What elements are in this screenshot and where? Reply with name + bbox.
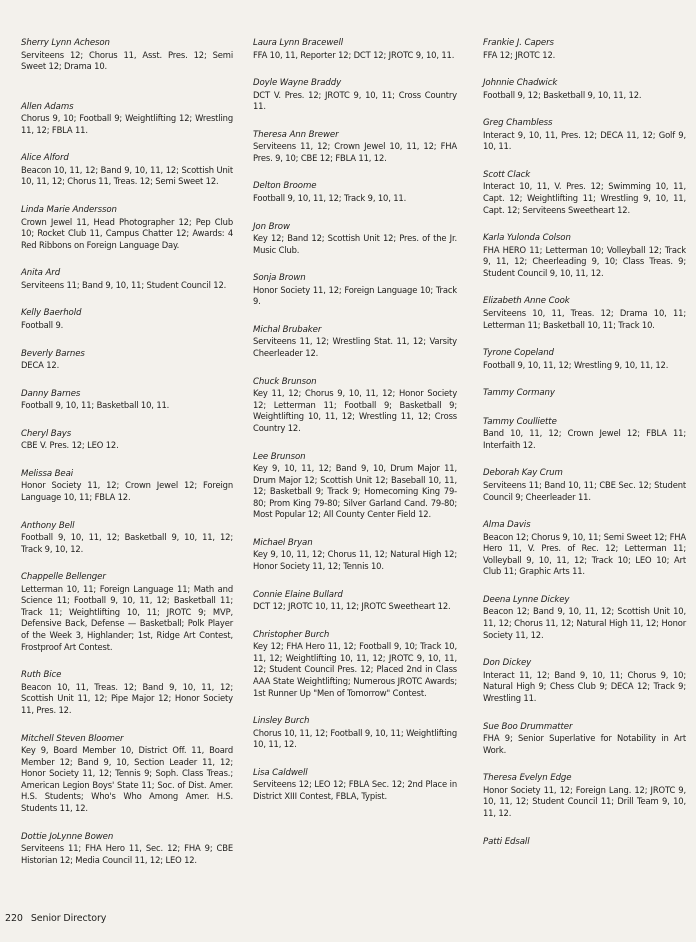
student-name: Cheryl Bays xyxy=(21,428,72,439)
student-activities: Honor Society 11, 12; Foreign Lang. 12; JROTC 9, 10, 11, 12; Student Council 11; Drill Team 9, 10, 11, 12. xyxy=(483,784,686,818)
student-activities: Chorus 9, 10; Football 9; Weightlifting 12; Wrestling 11, 12; FBLA 11. xyxy=(21,113,233,135)
page-number: 220 xyxy=(5,913,23,924)
directory-entry xyxy=(21,153,233,188)
directory-column-2 xyxy=(253,38,457,803)
directory-entry xyxy=(253,130,457,165)
page-footer xyxy=(5,913,114,924)
directory-entry xyxy=(21,469,233,504)
student-activities: Football 9, 10, 11, 12; Wrestling 9, 10, 11, 12. xyxy=(483,359,669,370)
student-name: Lee Brunson xyxy=(253,451,306,462)
directory-entry xyxy=(21,349,233,372)
student-activities: Beacon 12; Band 9, 10, 11, 12; Scottish Unit 10, 11, 12; Chorus 11, 12; Natural High 11, 12; Honor Society 11, 12. xyxy=(483,606,686,640)
directory-entry xyxy=(253,325,457,360)
student-activities: DCT 12; JROTC 10, 11, 12; JROTC Sweetheart 12. xyxy=(253,601,451,612)
directory-entry xyxy=(483,520,686,578)
directory-entry xyxy=(253,630,457,699)
student-activities: Band 10, 11, 12; Crown Jewel 12; FBLA 11; Interfaith 12. xyxy=(483,428,686,450)
student-name: Deena Lynne Dickey xyxy=(483,594,570,605)
student-activities: Honor Society 11, 12; Crown Jewel 12; Foreign Language 10, 11; FBLA 12. xyxy=(21,480,233,502)
student-name: Tammy Cormany xyxy=(483,388,555,399)
student-name: Elizabeth Anne Cook xyxy=(483,296,570,307)
student-name: Michal Brubaker xyxy=(253,324,322,335)
student-name: Michael Bryan xyxy=(253,537,313,548)
student-name: Danny Barnes xyxy=(21,388,81,399)
student-activities: Key 11, 12; Chorus 9, 10, 11, 12; Honor Society 12; Letterman 11; Football 9; Basketball 9; Weightlifting 10, 11, 12; Wrestling 11, 12; Cross Country 12. xyxy=(253,388,457,433)
student-activities: Letterman 10, 11; Foreign Language 11; Math and Science 11; Football 9, 10, 11, 12; Basketball 11; Track 11; Weightlifting 10, 11; JROTC 9; MVP, Defensive Back, Defense — Basketball; Polk Player of the Week 3, Highlander; 1st, Ridge Art Contest, Frostproof Art Contest. xyxy=(21,583,233,652)
student-name: Anthony Bell xyxy=(21,520,75,531)
directory-entry xyxy=(483,296,686,331)
student-name: Chappelle Bellenger xyxy=(21,572,106,583)
directory-entry xyxy=(21,102,233,137)
student-activities: Key 9, Board Member 10, District Off. 11, Board Member 12; Band 9, 10, Section Leader 11, 12; Honor Society 11, 12; Tennis 9; Soph. Class Treas.; American Legion Boys' State 11; Soc. of Dist. Amer. H.S. Students; Who's Who Among Amer. H.S. Students 11, 12. xyxy=(21,745,233,813)
student-activities: Serviteens 11; Band 10, 11; CBE Sec. 12; Student Council 9; Cheerleader 11. xyxy=(483,479,686,502)
directory-entry xyxy=(483,658,686,704)
student-activities: Serviteens 12; LEO 12; FBLA Sec. 12; 2nd Place in District XIII Contest, FBLA, Typist. xyxy=(253,779,457,801)
directory-entry xyxy=(483,233,686,279)
directory-entry xyxy=(21,389,233,412)
directory-entry xyxy=(21,38,233,73)
directory-entry xyxy=(483,78,686,101)
student-name: Johnnie Chadwick xyxy=(483,78,558,89)
student-activities: FFA 10, 11, Reporter 12; DCT 12; JROTC 9, 10, 11. xyxy=(253,49,455,60)
student-activities: Key 12; Band 12; Scottish Unit 12; Pres. of the Jr. Music Club. xyxy=(253,233,457,255)
student-name: Doyle Wayne Braddy xyxy=(253,78,342,89)
directory-entry xyxy=(21,734,233,815)
directory-entry xyxy=(483,38,686,61)
section-title: Senior Directory xyxy=(30,913,107,924)
student-name: Dottie JoLynne Bowen xyxy=(21,831,114,842)
directory-entry xyxy=(253,181,457,204)
directory-entry xyxy=(21,429,233,452)
student-activities: Key 12; FHA Hero 11, 12; Football 9, 10; Track 10, 11, 12; Weightlifting 10, 11, 12; JROTC 9, 10, 11, 12; Student Council Pres. 12; Placed 2nd in Class AAA State Weightlifting; Numerous JROTC Awards; 1st Runner Up "Men of Tomorrow" Contest. xyxy=(253,641,457,698)
directory-entry xyxy=(483,348,686,371)
student-name: Alice Alford xyxy=(21,153,69,164)
student-activities: Beacon 10, 11, Treas. 12; Band 9, 10, 11, 12; Scottish Unit 11, 12; Pipe Major 12; Honor Society 11, Pres. 12. xyxy=(21,681,233,715)
student-activities: Football 9. xyxy=(21,319,64,330)
directory-entry xyxy=(253,716,457,751)
student-name: Melissa Beai xyxy=(21,468,74,479)
directory-entry xyxy=(21,521,233,556)
student-activities: Serviteens 12; Chorus 11, Asst. Pres. 12; Semi Sweet 12; Drama 10. xyxy=(21,49,233,72)
student-activities: Key 9, 10, 11, 12; Chorus 11, 12; Natural High 12; Honor Society 11, 12; Tennis 10. xyxy=(253,549,457,572)
student-name: Theresa Ann Brewer xyxy=(253,129,339,140)
student-activities: Interact 11, 12; Band 9, 10, 11; Chorus 9, 10; Natural High 9; Chess Club 9; DECA 12; Track 9; Wrestling 11. xyxy=(483,669,686,703)
student-activities: Serviteens 11; Band 9, 10, 11; Student Council 12. xyxy=(21,279,227,290)
student-name: Laura Lynn Bracewell xyxy=(253,38,344,48)
student-activities: Serviteens 11, 12; Crown Jewel 10, 11, 12; FHA Pres. 9, 10; CBE 12; FBLA 11, 12. xyxy=(253,141,457,163)
student-name: Ruth Bice xyxy=(21,670,62,681)
student-name: Sherry Lynn Acheson xyxy=(21,38,110,48)
student-activities: Serviteens 11; FHA Hero 11, Sec. 12; FHA 9; CBE Historian 12; Media Council 11, 12; LEO 12. xyxy=(21,843,233,865)
student-name: Anita Ard xyxy=(21,268,61,279)
directory-entry xyxy=(253,538,457,573)
student-name: Kelly Baerhold xyxy=(21,308,82,319)
student-activities: Football 9, 12; Basketball 9, 10, 11, 12. xyxy=(483,89,642,100)
directory-entry xyxy=(483,417,686,452)
directory-entry xyxy=(483,722,686,757)
student-activities: Key 9, 10, 11, 12; Band 9, 10, Drum Major 11, Drum Major 12; Scottish Unit 12; Baseball 10, 11, 12; Basketball 9; Track 9; Homecoming King 79-80; Prom King 79-80; Silver Garland Cand. 79-80; Most Popular 12; All County Center Field 12. xyxy=(253,463,457,520)
directory-entry xyxy=(21,670,233,716)
student-name: Alma Davis xyxy=(483,520,531,531)
student-name: Frankie J. Capers xyxy=(483,38,554,48)
student-name: Beverly Barnes xyxy=(21,348,85,359)
student-name: Lisa Caldwell xyxy=(253,767,308,778)
student-name: Delton Broome xyxy=(253,181,317,192)
student-name: Christopher Burch xyxy=(253,629,330,640)
student-activities: Beacon 12; Chorus 9, 10, 11; Semi Sweet 12; FHA Hero 11, V. Pres. of Rec. 12; Letterman 11; Volleyball 9, 10, 11, 12; Track 10; LEO 10; Art Club 11; Graphic Arts 11. xyxy=(483,531,686,577)
student-activities: Football 9, 10, 11; Basketball 10, 11. xyxy=(21,400,170,411)
student-activities: Interact 9, 10, 11, Pres. 12; DECA 11, 12; Golf 9, 10, 11. xyxy=(483,129,686,152)
student-name: Patti Edsall xyxy=(483,836,530,847)
student-name: Sonja Brown xyxy=(253,273,306,284)
student-activities: Serviteens 11, 12; Wrestling Stat. 11, 12; Varsity Cheerleader 12. xyxy=(253,336,457,359)
directory-entry xyxy=(483,595,686,641)
directory-entry xyxy=(483,388,686,400)
student-activities: CBE V. Pres. 12; LEO 12. xyxy=(21,440,119,451)
student-name: Allen Adams xyxy=(21,101,74,112)
student-activities: Chorus 10, 11, 12; Football 9, 10, 11; Weightlifting 10, 11, 12. xyxy=(253,727,457,750)
student-activities: Football 9, 10, 11, 12; Basketball 9, 10, 11, 12; Track 9, 10, 12. xyxy=(21,532,233,554)
student-name: Greg Chambless xyxy=(483,118,553,129)
student-name: Tyrone Copeland xyxy=(483,348,554,359)
directory-entry xyxy=(253,377,457,435)
student-activities: Serviteens 10, 11, Treas. 12; Drama 10, 11; Letterman 11; Basketball 10, 11; Track 10. xyxy=(483,307,686,330)
student-name: Linda Marie Andersson xyxy=(21,205,117,216)
directory-entry xyxy=(253,590,457,613)
student-activities: Honor Society 11, 12; Foreign Language 10; Track 9. xyxy=(253,284,457,307)
student-name: Tammy Coulliette xyxy=(483,416,557,427)
directory-column-1 xyxy=(21,38,233,866)
directory-entry xyxy=(21,832,233,867)
student-name: Jon Brow xyxy=(253,221,290,232)
student-activities: FHA HERO 11; Letterman 10; Volleyball 12; Track 9, 11, 12; Cheerleading 9, 10; Class Treas. 9; Student Council 9, 10, 11, 12. xyxy=(483,244,686,278)
directory-entry xyxy=(253,38,457,61)
directory-entry xyxy=(253,78,457,113)
student-name: Scott Clack xyxy=(483,169,531,180)
directory-column-3 xyxy=(483,38,686,848)
student-name: Chuck Brunson xyxy=(253,376,317,387)
directory-entry xyxy=(483,170,686,216)
directory-entry xyxy=(21,572,233,653)
student-name: Karla Yulonda Colson xyxy=(483,233,571,244)
directory-entry xyxy=(253,452,457,521)
student-activities: DECA 12. xyxy=(21,360,60,371)
student-activities: Interact 10, 11, V. Pres. 12; Swimming 10, 11, Capt. 12; Weightlifting 11; Wrestling 9, 10, 11, Capt. 12; Serviteens Sweetheart 12. xyxy=(483,181,686,215)
student-name: Mitchell Steven Bloomer xyxy=(21,733,124,744)
student-name: Sue Boo Drummatter xyxy=(483,721,573,732)
directory-entry xyxy=(21,268,233,291)
student-activities: Beacon 10, 11, 12; Band 9, 10, 11, 12; Scottish Unit 10, 11, 12; Chorus 11, Treas. 12; Semi Sweet 12. xyxy=(21,164,233,187)
directory-entry xyxy=(483,468,686,503)
student-name: Deborah Kay Crum xyxy=(483,468,563,479)
student-name: Theresa Evelyn Edge xyxy=(483,773,572,784)
student-activities: Crown Jewel 11, Head Photographer 12; Pep Club 10; Rocket Club 11, Campus Chatter 12; Awards: 4 Red Ribbons on Foreign Language Day. xyxy=(21,216,233,250)
student-name: Linsley Burch xyxy=(253,716,310,727)
directory-entry xyxy=(253,768,457,803)
directory-entry xyxy=(253,222,457,257)
student-name: Don Dickey xyxy=(483,658,532,669)
directory-entry xyxy=(21,308,233,331)
directory-entry xyxy=(483,837,686,849)
student-name: Connie Elaine Bullard xyxy=(253,589,343,600)
student-activities: Football 9, 10, 11, 12; Track 9, 10, 11. xyxy=(253,192,407,203)
student-activities: FFA 12; JROTC 12. xyxy=(483,49,556,60)
directory-entry xyxy=(253,273,457,308)
student-activities: FHA 9; Senior Superlative for Notability in Art Work. xyxy=(483,733,686,755)
directory-entry xyxy=(21,205,233,251)
directory-entry xyxy=(483,773,686,819)
student-activities: DCT V. Pres. 12; JROTC 9, 10, 11; Cross Country 11. xyxy=(253,89,457,112)
directory-entry xyxy=(483,118,686,153)
